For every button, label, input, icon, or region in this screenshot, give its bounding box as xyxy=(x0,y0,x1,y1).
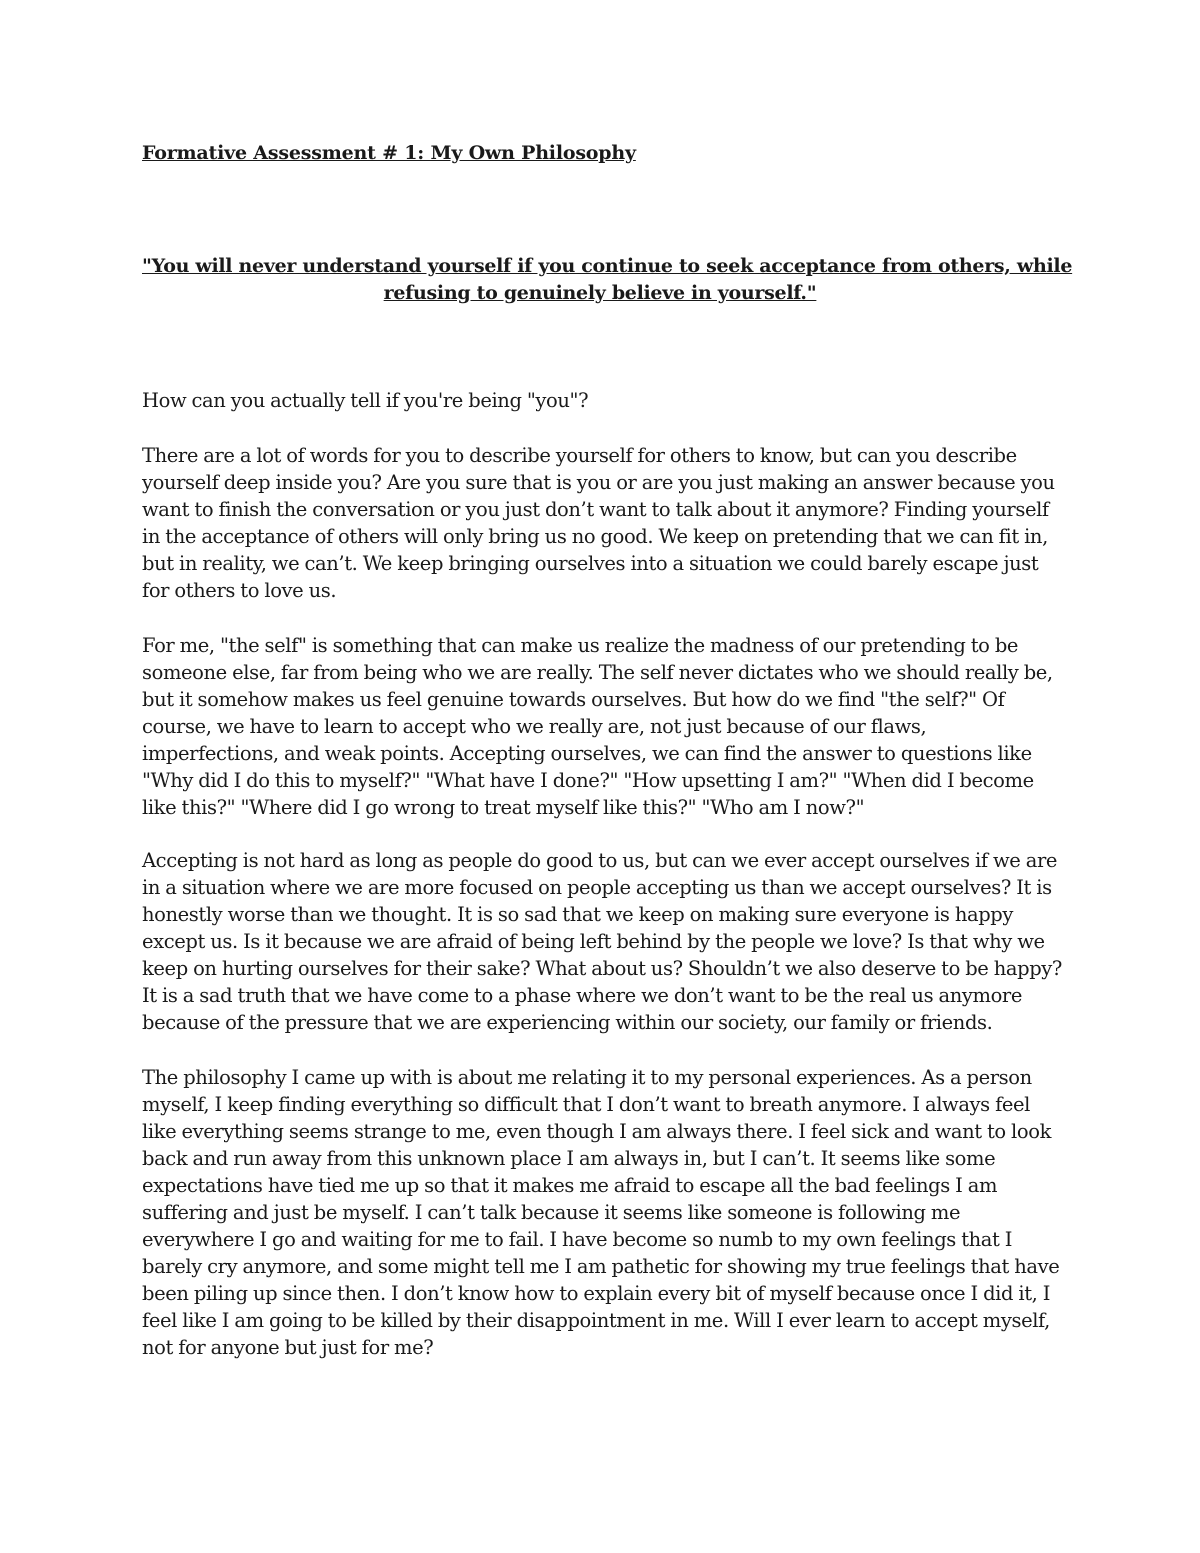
paragraph-line: For me, "the self" is something that can make us realize the madness of our pretending to be xyxy=(142,634,1019,657)
paragraph-line: not for anyone but just for me? xyxy=(142,1336,434,1359)
paragraph-line: barely cry anymore, and some might tell me I am pathetic for showing my true feelings that have xyxy=(142,1255,1060,1278)
paragraph-line: in the acceptance of others will only bring us no good. We keep on pretending that we can fit in, xyxy=(142,525,1048,548)
paragraph-line: want to finish the conversation or you just don’t want to talk about it anymore? Finding yourself xyxy=(142,498,1049,521)
paragraph-line: but in reality, we can’t. We keep bringing ourselves into a situation we could barely escape just xyxy=(142,552,1039,575)
question-line: How can you actually tell if you're being "you"? xyxy=(142,389,589,412)
paragraph-line: The philosophy I came up with is about me relating it to my personal experiences. As a person xyxy=(142,1066,1032,1089)
paragraph-line: except us. Is it because we are afraid of being left behind by the people we love? Is that why we xyxy=(142,930,1045,953)
paragraph-line: back and run away from this unknown place I am always in, but I can’t. It seems like some xyxy=(142,1147,996,1170)
paragraph-line: yourself deep inside you? Are you sure that is you or are you just making an answer because you xyxy=(142,471,1055,494)
paragraph-line: expectations have tied me up so that it makes me afraid to escape all the bad feelings I am xyxy=(142,1174,998,1197)
paragraph-4 xyxy=(142,1064,1082,1361)
paragraph-line: because of the pressure that we are experiencing within our society, our family or friends. xyxy=(142,1011,993,1034)
paragraph-line: imperfections, and weak points. Accepting ourselves, we can find the answer to questions like xyxy=(142,742,1032,765)
paragraph-line: been piling up since then. I don’t know how to explain every bit of myself because once I did it, I xyxy=(142,1282,1051,1305)
paragraph-line: like this?" "Where did I go wrong to treat myself like this?" "Who am I now?" xyxy=(142,796,865,819)
paragraph-2 xyxy=(142,632,1082,821)
paragraph-3 xyxy=(142,847,1082,1036)
paragraph-line: "Why did I do this to myself?" "What have I done?" "How upsetting I am?" "When did I become xyxy=(142,769,1034,792)
opening-question xyxy=(142,387,1082,414)
document-title: Formative Assessment # 1: My Own Philosophy xyxy=(142,142,636,164)
paragraph-line: course, we have to learn to accept who we really are, not just because of our flaws, xyxy=(142,715,927,738)
paragraph-line: like everything seems strange to me, even though I am always there. I feel sick and want to look xyxy=(142,1120,1051,1143)
paragraph-line: honestly worse than we thought. It is so sad that we keep on making sure everyone is happy xyxy=(142,903,1013,926)
paragraph-line: keep on hurting ourselves for their sake? What about us? Shouldn’t we also deserve to be happy? xyxy=(142,957,1062,980)
paragraph-line: but it somehow makes us feel genuine towards ourselves. But how do we find "the self?" Of xyxy=(142,688,1005,711)
philosophy-quote xyxy=(142,253,1073,307)
quote-line: refusing to genuinely believe in yourself." xyxy=(383,282,817,304)
paragraph-line: It is a sad truth that we have come to a phase where we don’t want to be the real us anymore xyxy=(142,984,1022,1007)
paragraph-line: There are a lot of words for you to describe yourself for others to know, but can you describe xyxy=(142,444,1017,467)
paragraph-line: feel like I am going to be killed by their disappointment in me. Will I ever learn to accept myself, xyxy=(142,1309,1050,1332)
paragraph-line: suffering and just be myself. I can’t talk because it seems like someone is following me xyxy=(142,1201,961,1224)
paragraph-1 xyxy=(142,442,1082,604)
quote-line: "You will never understand yourself if you continue to seek acceptance from others, while xyxy=(142,255,1073,277)
paragraph-line: for others to love us. xyxy=(142,579,337,602)
paragraph-line: someone else, far from being who we are really. The self never dictates who we should really be, xyxy=(142,661,1053,684)
paragraph-line: in a situation where we are more focused on people accepting us than we accept ourselves? It is xyxy=(142,876,1052,899)
paragraph-line: Accepting is not hard as long as people do good to us, but can we ever accept ourselves if we are xyxy=(142,849,1058,872)
paragraph-line: myself, I keep finding everything so difficult that I don’t want to breath anymore. I always feel xyxy=(142,1093,1031,1116)
paragraph-line: everywhere I go and waiting for me to fail. I have become so numb to my own feelings that I xyxy=(142,1228,1013,1251)
